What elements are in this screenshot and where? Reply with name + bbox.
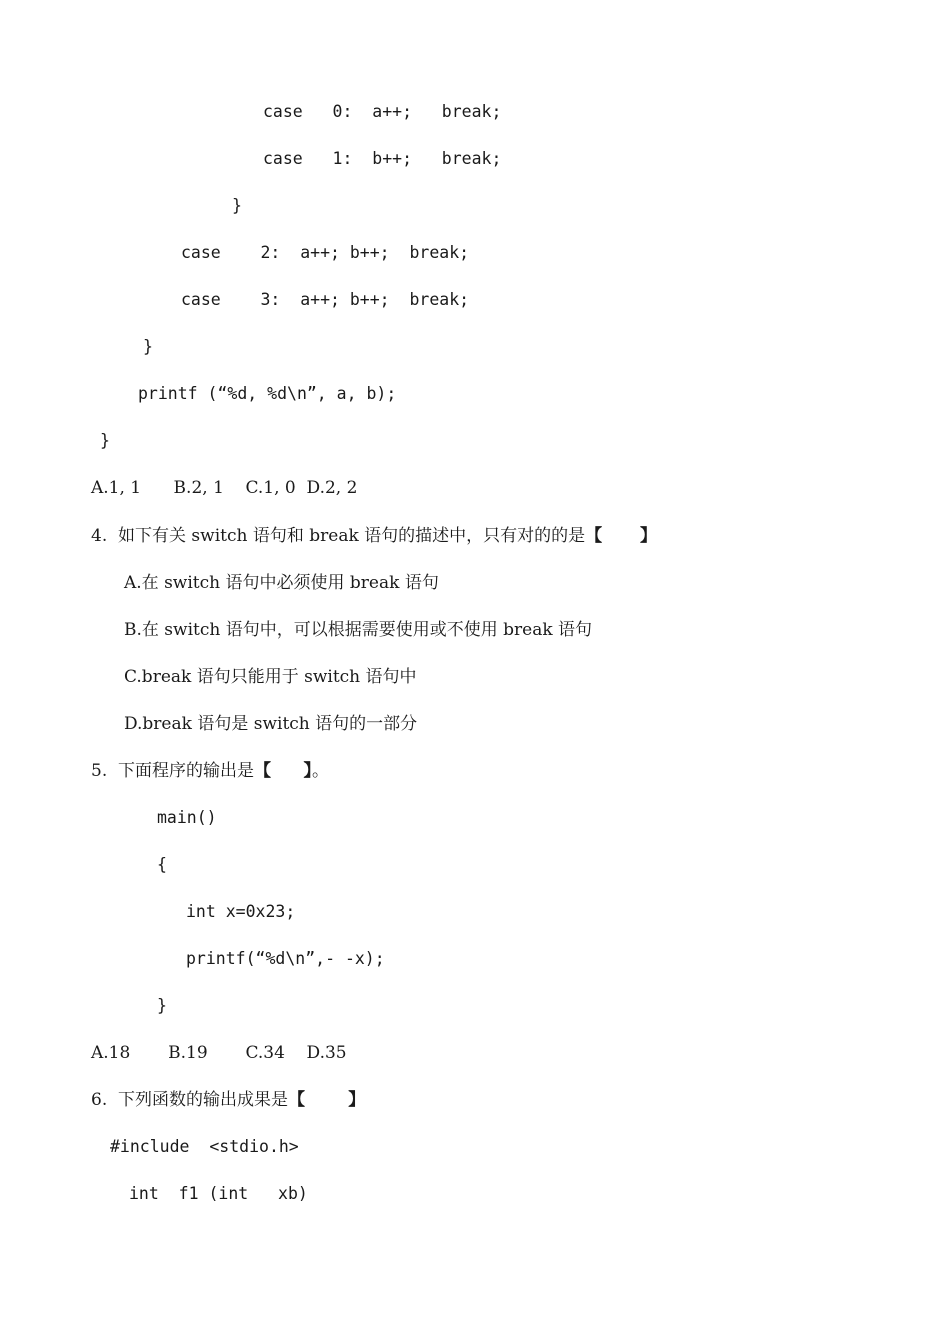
question-5-options: A.18 B.19 C.34 D.35 [91, 1043, 347, 1063]
answer-bracket-close: 】 [348, 1090, 366, 1110]
answer-bracket-close: 】 [640, 526, 657, 546]
code-printf: printf(“%d\n”,- -x); [186, 949, 385, 968]
code-main-close-brace: } [100, 431, 110, 450]
code-main: main() [157, 808, 217, 827]
code-outer-case-2: case 2: a++; b++; break; [181, 243, 470, 262]
answer-bracket-open: 【 [288, 1090, 306, 1110]
question-6-stem-line [91, 1089, 365, 1111]
code-inner-close-brace: } [232, 196, 242, 215]
question-4-option-a: A.在 switch 语句中必须使用 break 语句 [124, 573, 439, 593]
answer-blank [305, 1090, 348, 1110]
question-5-suffix: 。 [311, 761, 329, 781]
answer-blank [271, 761, 303, 781]
question-6-stem: 6. 下列函数的输出成果是 [91, 1090, 289, 1110]
question-3-options: A.1, 1 B.2, 1 C.1, 0 D.2, 2 [91, 478, 358, 498]
code-function-signature: int f1 (int xb) [129, 1184, 308, 1203]
code-outer-close-brace: } [143, 337, 153, 356]
question-4-option-d: D.break 语句是 switch 语句的一部分 [124, 714, 418, 734]
question-5-stem: 5. 下面程序的输出是 [91, 761, 255, 781]
answer-bracket-close: 】 [303, 761, 312, 781]
code-close-brace: } [157, 996, 167, 1015]
question-4-option-c: C.break 语句只能用于 switch 语句中 [124, 667, 417, 687]
question-4-option-b: B.在 switch 语句中，可以根据需要使用或不使用 break 语句 [124, 620, 593, 640]
code-open-brace: { [157, 855, 167, 874]
code-include: #include <stdio.h> [110, 1137, 299, 1156]
code-printf-line: printf (“%d, %d\n”, a, b); [138, 384, 397, 403]
question-5-stem-line [91, 760, 329, 782]
code-inner-case-1: case 1: b++; break; [263, 149, 502, 168]
code-inner-case-0: case 0: a++; break; [263, 102, 502, 121]
answer-bracket-open: 【 [585, 526, 603, 546]
code-int-declaration: int x=0x23; [186, 902, 296, 921]
answer-blank [602, 526, 640, 546]
answer-bracket-open: 【 [254, 761, 272, 781]
question-4-stem-line [91, 525, 657, 547]
question-4-stem: 4. 如下有关 switch 语句和 break 语句的描述中，只有对的的是 [91, 526, 586, 546]
code-outer-case-3: case 3: a++; b++; break; [181, 290, 470, 309]
